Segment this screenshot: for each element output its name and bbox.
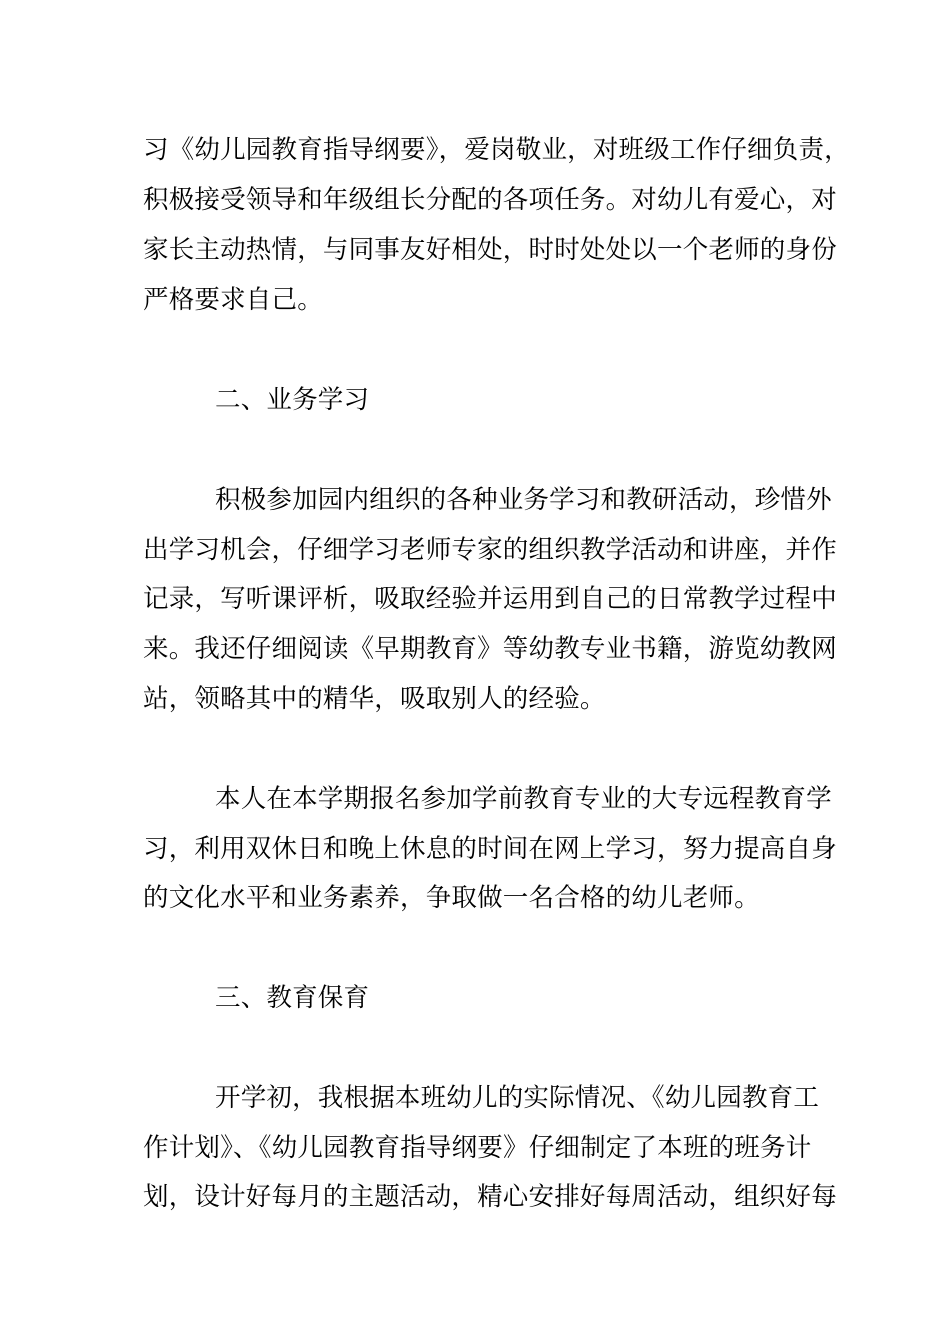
paragraph-2-line-3: 记录，写听课评析，吸取经验并运用到自己的日常教学过程中 [143,584,837,614]
paragraph-4-line-2: 作计划》、《幼儿园教育指导纲要》仔细制定了本班的班务计 [143,1133,812,1163]
paragraph-4-line-1: 开学初，我根据本班幼儿的实际情况、《幼儿园教育工 [215,1083,820,1113]
paragraph-3-line-3: 的文化水平和业务素养，争取做一名合格的幼儿老师。 [143,883,760,913]
paragraph-3-line-2: 习，利用双休日和晚上休息的时间在网上学习，努力提高自身 [143,834,837,864]
paragraph-2-line-5: 站，领略其中的精华，吸取别人的经验。 [143,684,606,714]
paragraph-1-line-4: 严格要求自己。 [143,285,323,315]
paragraph-1-line-1: 习《幼儿园教育指导纲要》，爱岗敬业，对班级工作仔细负责， [143,135,850,165]
paragraph-1-line-2: 积极接受领导和年级组长分配的各项任务。对幼儿有爱心，对 [143,185,837,215]
paragraph-2-line-4: 来。我还仔细阅读《早期教育》等幼教专业书籍，游览幼教网 [143,634,837,664]
section-heading-education-care: 三、教育保育 [215,983,370,1013]
paragraph-3-line-1: 本人在本学期报名参加学前教育专业的大专远程教育学 [215,784,832,814]
paragraph-1-line-3: 家长主动热情，与同事友好相处，时时处处以一个老师的身份 [143,235,837,265]
paragraph-4-line-3: 划，设计好每月的主题活动，精心安排好每周活动，组织好每 [143,1182,837,1212]
paragraph-2-line-2: 出学习机会，仔细学习老师专家的组织教学活动和讲座，并作 [143,535,837,565]
paragraph-2-line-1: 积极参加园内组织的各种业务学习和教研活动，珍惜外 [215,485,832,515]
section-heading-business-study: 二、业务学习 [215,385,370,415]
